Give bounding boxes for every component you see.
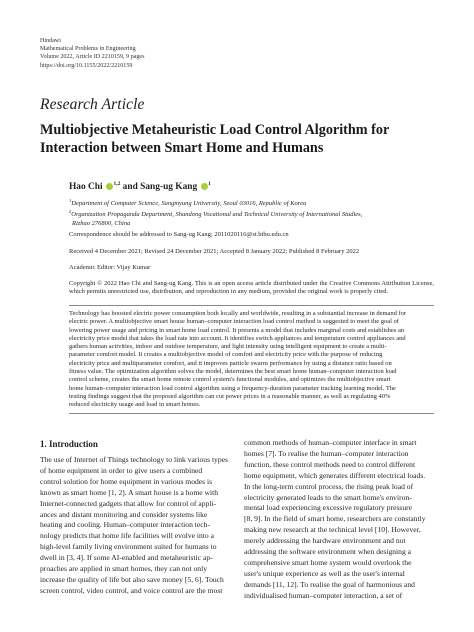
author-name: Sang-ug Kang <box>140 182 198 192</box>
body-line: individualised human–computer interaction, a set of <box>244 590 403 600</box>
body-line: The use of Internet of Things technology to link various types <box>40 455 228 464</box>
intro-right-column <box>244 438 438 602</box>
body-line: high-level family living environment suited for humans to <box>40 542 217 552</box>
abstract-line: electricity price and multiparameter comfort, and it improves particle swarm performance by using a distance ratio based on <box>69 359 392 367</box>
abstract-line: gathers human activities, indoor and outdoor temperature, and light intensity using intelligent equipment to create a multi- <box>69 343 387 351</box>
title-line: Interaction between Smart Home and Humans <box>40 139 324 156</box>
section-heading: 1. Introduction <box>40 439 98 449</box>
affiliation-text: Organization Propaganda Department, Shandong Vocational and Technical University of International Studies, <box>71 211 363 219</box>
author-affiliation-marker: 1,2 <box>113 181 121 187</box>
body-line: comprehensive smart home system would overlook the <box>244 557 412 567</box>
body-line: screen control, video control, and voice control are the most <box>40 585 223 595</box>
author-affiliation-marker: 1 <box>208 181 211 187</box>
abstract-bottom-rule <box>69 413 434 414</box>
academic-editor: Academic Editor: Vijay Kumar <box>69 264 151 271</box>
journal-volume: Volume 2022, Article ID 2210159, 9 pages <box>40 54 145 61</box>
body-line: electricity generated leads to the smart home's environ- <box>244 492 412 502</box>
article-type: Research Article <box>40 96 145 113</box>
affiliations <box>69 197 439 228</box>
orcid-icon[interactable] <box>201 183 208 190</box>
journal-header <box>40 37 144 70</box>
body-line: ances and distant monitoring and consider systems like <box>40 509 208 519</box>
affiliation-marker: 2 <box>69 209 72 215</box>
body-line: nology predicts that home life facilities will evolve into a <box>40 531 214 541</box>
correspondence: Correspondence should be addressed to Sang-ug Kang; 2011020116@st.btbu.edu.cn <box>69 231 289 238</box>
body-line: addressing the software environment when designing a <box>244 547 412 557</box>
body-line: increase the quality of life but also save money [5, 6]. Touch <box>40 574 224 584</box>
abstract-line: control scheme, creates the smart home remote control system's functional modules, and optimizes the multiobjective smart <box>69 376 391 384</box>
abstract-top-rule <box>69 305 434 306</box>
affiliation-text: Rizhao 276800, China <box>72 219 131 227</box>
abstract-line: Technology has boosted electric power consumption both locally and worldwide, resulting in a substantial increase in demand for <box>69 310 407 317</box>
abstract-line: testing findings suggest that the proposed algorithm can cut power prices in a reasonable manner, as well as regulating 40% <box>69 392 391 400</box>
abstract-line: home human–computer interaction load control algorithm using a frequency-duration parameter tracking learning model. The <box>69 384 396 392</box>
affiliation-text: Department of Computer Science, Sangmyung University, Seoul 03016, Republic of Korea <box>71 200 307 207</box>
body-line: demands [11, 12]. To realise the goal of harmonious and <box>244 579 415 589</box>
body-line: mental load experiencing excessive regulatory pressure <box>244 503 413 513</box>
author-name: Hao Chi <box>69 182 103 192</box>
affiliation-marker: 1 <box>69 198 72 203</box>
affiliation-line <box>69 220 439 228</box>
affiliation-line <box>69 208 439 219</box>
copyright-notice: Copyright © 2022 Hao Chi and Sang-ug Kang. This is an open access article distributed under the Creative Commons Attribution License, which permits unrestricted use, distribution, and reproduction in any medium, provided the original work is properly cited. <box>69 280 434 296</box>
body-line: [8, 9]. In the field of smart home, researchers are constantly <box>244 514 426 524</box>
body-line: dwell in [3, 4]. If some AI-enabled and metaheuristic ap- <box>40 553 213 563</box>
body-line: heating and cooling. Human–computer interaction tech- <box>40 520 210 530</box>
journal-name: Mathematical Problems in Engineering <box>40 46 136 53</box>
body-line: control solution for home equipment in various modes is <box>40 476 213 486</box>
intro-left-column <box>40 455 236 597</box>
doi-link[interactable]: https://doi.org/10.1155/2022/2210159 <box>40 62 133 69</box>
body-line: making new research at the technical level [10]. However, <box>244 525 421 535</box>
abstract-line: reduced electricity usage and load in smart homes. <box>69 401 201 409</box>
affiliation-line <box>69 197 439 208</box>
body-line: common methods of human–computer interface in smart <box>244 438 417 447</box>
body-line: of home equipment in order to give users a combined <box>40 465 203 475</box>
body-line: home equipment, which generates different electrical loads. <box>244 470 426 480</box>
abstract <box>69 310 434 410</box>
article-dates: Received 4 December 2021; Revised 24 December 2021; Accepted 8 January 2022; Published 8 February 2022 <box>69 248 360 255</box>
abstract-line: lowering power usage and pricing in smart home load control. It presents a model that includes marginal costs and establishes an <box>69 326 405 334</box>
body-line: proaches are applied in smart homes, they can not only <box>40 564 208 574</box>
body-line: In the long-term control process, the rising peak load of <box>244 481 414 491</box>
body-line: known as smart home [1, 2]. A smart house is a home with <box>40 487 219 497</box>
publisher-name: Hindawi <box>40 38 61 44</box>
abstract-line: electricity price model that takes the load rate into account. It identifies switch appliances and temperature control appliances and <box>69 334 406 342</box>
abstract-line: parameter comfort model. It creates a multiobjective model of comfort and electricity price with the purpose of reducing <box>69 351 383 359</box>
author-joiner: and <box>120 182 141 192</box>
title-line: Multiobjective Metaheuristic Load Control Algorithm for <box>40 122 390 138</box>
body-line: function, these control methods need to control different <box>244 459 416 469</box>
body-line: merely addressing the hardware environment and not <box>244 536 406 546</box>
body-line: user's unique experience as well as the user's internal <box>244 568 405 578</box>
article-title <box>40 122 440 157</box>
body-line: homes [7]. To realise the human–computer interaction <box>244 448 409 458</box>
orcid-icon[interactable] <box>106 183 113 190</box>
abstract-line: electric power. A multiobjective smart house human–computer interaction load control method is suggested to meet the goal of <box>69 318 399 326</box>
author-list <box>69 181 211 192</box>
body-line: Internet-connected gadgets that allow for control of appli- <box>40 498 217 508</box>
abstract-line: fitness value. The optimization algorithm solves the model, determines the best smart home human–computer interaction load <box>69 368 397 376</box>
